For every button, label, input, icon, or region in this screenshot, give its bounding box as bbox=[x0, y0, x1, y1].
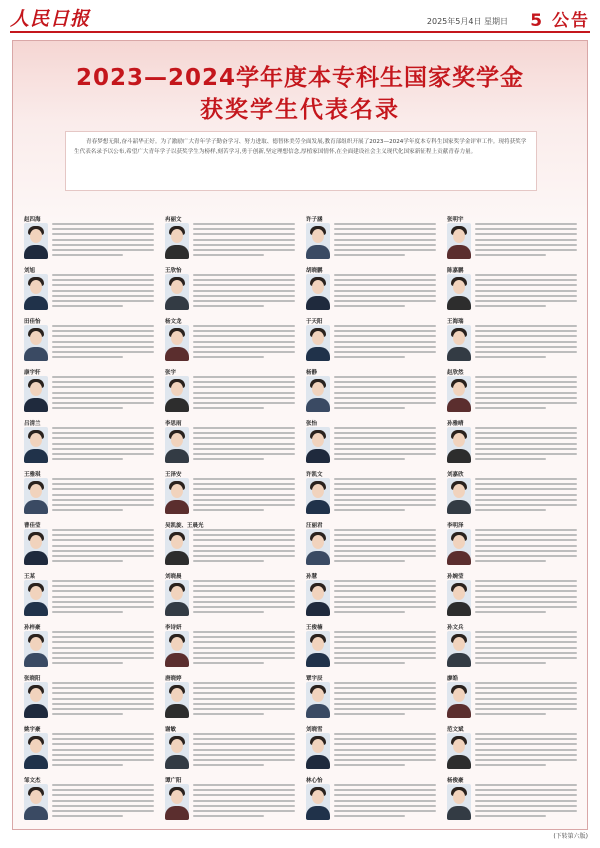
student-card bbox=[164, 520, 297, 569]
student-photo bbox=[306, 427, 330, 463]
student-name: 姚宇豪 bbox=[24, 727, 41, 733]
student-photo bbox=[24, 427, 48, 463]
student-card bbox=[23, 520, 156, 569]
student-bio-text bbox=[475, 325, 577, 361]
student-photo bbox=[24, 223, 48, 259]
student-name: 张晓阳 bbox=[24, 676, 41, 682]
newspaper-logo: 人民日报 bbox=[10, 8, 91, 30]
student-card bbox=[23, 673, 156, 722]
student-bio-text bbox=[52, 784, 154, 820]
student-bio-text bbox=[193, 427, 295, 463]
student-card bbox=[446, 571, 579, 620]
student-photo bbox=[447, 580, 471, 616]
student-card bbox=[164, 571, 297, 620]
student-bio-text bbox=[193, 784, 295, 820]
student-photo bbox=[306, 784, 330, 820]
student-card bbox=[164, 469, 297, 518]
student-photo bbox=[165, 376, 189, 412]
student-bio-text bbox=[193, 478, 295, 514]
student-photo bbox=[306, 376, 330, 412]
student-card bbox=[164, 367, 297, 416]
student-card bbox=[164, 724, 297, 773]
student-bio-text bbox=[475, 631, 577, 667]
student-name: 谭广阳 bbox=[165, 778, 182, 784]
student-bio-text bbox=[52, 427, 154, 463]
masthead-divider bbox=[10, 31, 590, 33]
student-bio-text bbox=[475, 376, 577, 412]
student-bio-text bbox=[193, 733, 295, 769]
student-name: 曹佳莹 bbox=[24, 523, 41, 529]
student-photo bbox=[447, 274, 471, 310]
student-name: 廖皓 bbox=[447, 676, 459, 682]
student-photo bbox=[306, 733, 330, 769]
student-bio-text bbox=[52, 274, 154, 310]
student-name: 孙慧 bbox=[306, 574, 318, 580]
student-photo bbox=[306, 478, 330, 514]
student-bio-text bbox=[52, 478, 154, 514]
student-card bbox=[164, 622, 297, 671]
student-name: 杨静 bbox=[306, 370, 318, 376]
student-photo bbox=[447, 631, 471, 667]
student-bio-text bbox=[52, 223, 154, 259]
student-name: 王某 bbox=[24, 574, 36, 580]
student-card bbox=[164, 214, 297, 263]
student-card bbox=[305, 775, 438, 824]
student-name: 田佳怡 bbox=[24, 319, 41, 325]
student-card bbox=[305, 265, 438, 314]
student-name: 吴凯旋、王晨光 bbox=[165, 523, 204, 529]
student-name: 孙雅晴 bbox=[447, 421, 464, 427]
student-card bbox=[446, 316, 579, 365]
student-name: 胡晓鹏 bbox=[306, 268, 323, 274]
student-card bbox=[23, 418, 156, 467]
student-name: 吕清兰 bbox=[24, 421, 41, 427]
student-name: 冉丽文 bbox=[165, 217, 182, 223]
student-bio-text bbox=[475, 682, 577, 718]
student-bio-text bbox=[334, 376, 436, 412]
student-card bbox=[446, 214, 579, 263]
student-card bbox=[305, 622, 438, 671]
student-bio-text bbox=[334, 529, 436, 565]
student-name: 张宇 bbox=[165, 370, 177, 376]
student-name: 谢敏 bbox=[165, 727, 177, 733]
student-bio-text bbox=[334, 478, 436, 514]
student-bio-text bbox=[52, 325, 154, 361]
issue-date: 2025年5月4日 星期日 bbox=[426, 17, 508, 26]
student-bio-text bbox=[475, 478, 577, 514]
student-card bbox=[305, 214, 438, 263]
student-bio-text bbox=[52, 529, 154, 565]
student-card bbox=[305, 571, 438, 620]
student-bio-text bbox=[193, 325, 295, 361]
student-photo bbox=[447, 733, 471, 769]
student-name: 范文斌 bbox=[447, 727, 464, 733]
student-grid bbox=[23, 214, 579, 824]
student-name: 刘晓雪 bbox=[306, 727, 323, 733]
student-bio-text bbox=[334, 682, 436, 718]
student-bio-text bbox=[52, 580, 154, 616]
student-photo bbox=[24, 376, 48, 412]
student-name: 唐晓婷 bbox=[165, 676, 182, 682]
student-card bbox=[164, 775, 297, 824]
student-photo bbox=[447, 784, 471, 820]
student-bio-text bbox=[334, 274, 436, 310]
student-card bbox=[305, 724, 438, 773]
student-photo bbox=[165, 223, 189, 259]
student-photo bbox=[306, 682, 330, 718]
student-photo bbox=[165, 580, 189, 616]
student-bio-text bbox=[334, 733, 436, 769]
student-card bbox=[23, 775, 156, 824]
student-photo bbox=[24, 529, 48, 565]
student-photo bbox=[24, 682, 48, 718]
student-card bbox=[305, 316, 438, 365]
student-photo bbox=[165, 631, 189, 667]
student-name: 陈嘉鹏 bbox=[447, 268, 464, 274]
masthead bbox=[0, 0, 600, 34]
student-card bbox=[446, 673, 579, 722]
student-name: 康宇轩 bbox=[24, 370, 41, 376]
student-name: 赵四海 bbox=[24, 217, 41, 223]
student-name: 王海瑞 bbox=[447, 319, 464, 325]
student-card bbox=[23, 571, 156, 620]
student-photo bbox=[447, 682, 471, 718]
student-name: 赵欣然 bbox=[447, 370, 464, 376]
student-bio-text bbox=[52, 733, 154, 769]
student-card bbox=[23, 724, 156, 773]
student-card bbox=[23, 622, 156, 671]
student-card bbox=[446, 367, 579, 416]
student-bio-text bbox=[52, 376, 154, 412]
student-card bbox=[23, 367, 156, 416]
student-bio-text bbox=[193, 631, 295, 667]
student-photo bbox=[165, 478, 189, 514]
student-name: 孙文兵 bbox=[447, 625, 464, 631]
student-photo bbox=[306, 325, 330, 361]
student-bio-text bbox=[475, 427, 577, 463]
student-bio-text bbox=[475, 529, 577, 565]
student-card bbox=[164, 265, 297, 314]
student-bio-text bbox=[334, 325, 436, 361]
student-photo bbox=[306, 529, 330, 565]
page-title-line2: 获奖学生代表名录 bbox=[200, 97, 400, 123]
student-card bbox=[23, 469, 156, 518]
student-name: 李明泽 bbox=[447, 523, 464, 529]
student-name: 杨俊豪 bbox=[447, 778, 464, 784]
intro-box bbox=[65, 131, 537, 191]
student-name: 王俊楠 bbox=[306, 625, 323, 631]
student-name: 刘旭 bbox=[24, 268, 36, 274]
student-photo bbox=[447, 427, 471, 463]
student-photo bbox=[24, 631, 48, 667]
student-bio-text bbox=[475, 223, 577, 259]
student-card bbox=[446, 775, 579, 824]
student-bio-text bbox=[334, 631, 436, 667]
student-photo bbox=[165, 784, 189, 820]
student-name: 邹文杰 bbox=[24, 778, 41, 784]
student-photo bbox=[447, 478, 471, 514]
student-card bbox=[305, 469, 438, 518]
student-name: 孙婉莹 bbox=[447, 574, 464, 580]
student-name: 刘嘉欣 bbox=[447, 472, 464, 478]
student-photo bbox=[165, 427, 189, 463]
student-bio-text bbox=[334, 223, 436, 259]
student-card bbox=[446, 265, 579, 314]
student-card bbox=[164, 316, 297, 365]
student-name: 王雅琪 bbox=[24, 472, 41, 478]
student-card bbox=[23, 265, 156, 314]
student-bio-text bbox=[475, 580, 577, 616]
student-name: 王泽安 bbox=[165, 472, 182, 478]
student-card bbox=[446, 418, 579, 467]
student-bio-text bbox=[193, 223, 295, 259]
student-card bbox=[305, 673, 438, 722]
student-name: 李诗妍 bbox=[165, 625, 182, 631]
student-card bbox=[446, 724, 579, 773]
student-photo bbox=[306, 274, 330, 310]
student-card bbox=[305, 367, 438, 416]
student-photo bbox=[165, 325, 189, 361]
student-photo bbox=[306, 223, 330, 259]
student-photo bbox=[24, 784, 48, 820]
student-card bbox=[305, 520, 438, 569]
student-bio-text bbox=[475, 274, 577, 310]
student-card bbox=[446, 520, 579, 569]
student-name: 张明宇 bbox=[447, 217, 464, 223]
student-bio-text bbox=[193, 376, 295, 412]
student-photo bbox=[165, 529, 189, 565]
student-name: 杨文龙 bbox=[165, 319, 182, 325]
student-photo bbox=[24, 274, 48, 310]
student-card bbox=[446, 469, 579, 518]
student-photo bbox=[165, 682, 189, 718]
student-photo bbox=[24, 325, 48, 361]
student-bio-text bbox=[334, 580, 436, 616]
student-card bbox=[23, 316, 156, 365]
notice-frame bbox=[12, 40, 588, 830]
student-name: 于天阳 bbox=[306, 319, 323, 325]
student-bio-text bbox=[334, 427, 436, 463]
student-photo bbox=[447, 223, 471, 259]
student-name: 林心怡 bbox=[306, 778, 323, 784]
student-card bbox=[164, 418, 297, 467]
page-number: 5 公告 bbox=[530, 11, 590, 31]
student-bio-text bbox=[193, 274, 295, 310]
student-bio-text bbox=[334, 784, 436, 820]
student-name: 汪丽君 bbox=[306, 523, 323, 529]
intro-text: 青春梦想无限,奋斗韶华正好。为了激励广大青年学子勤奋学习、努力进取、德智体美劳全面发展,教育部组织开展了2023—2024学年度本专科生国家奖学金评审工作。现将获奖学生代表名录予以公布,希望广大青年学子以获奖学生为榜样,刻苦学习,勇于创新,坚定理想信念,厚植家国情怀,在全面建设社会主义现代化国家新征程上贡献青春力量。 bbox=[74, 139, 527, 155]
student-card bbox=[164, 673, 297, 722]
student-photo bbox=[447, 325, 471, 361]
student-name: 刘晓晨 bbox=[165, 574, 182, 580]
student-card bbox=[446, 622, 579, 671]
student-bio-text bbox=[193, 529, 295, 565]
student-name: 孙梓豪 bbox=[24, 625, 41, 631]
student-photo bbox=[165, 274, 189, 310]
student-bio-text bbox=[475, 733, 577, 769]
student-photo bbox=[24, 580, 48, 616]
student-name: 李思雨 bbox=[165, 421, 182, 427]
student-photo bbox=[447, 376, 471, 412]
student-bio-text bbox=[52, 682, 154, 718]
student-photo bbox=[447, 529, 471, 565]
student-photo bbox=[306, 631, 330, 667]
page-title-line1: 2023—2024学年度本专科生国家奖学金 bbox=[75, 65, 525, 91]
student-bio-text bbox=[52, 631, 154, 667]
student-card bbox=[23, 214, 156, 263]
student-name: 许子涵 bbox=[306, 217, 323, 223]
student-card bbox=[305, 418, 438, 467]
student-name: 王欣怡 bbox=[165, 268, 182, 274]
student-bio-text bbox=[193, 580, 295, 616]
student-bio-text bbox=[475, 784, 577, 820]
student-bio-text bbox=[193, 682, 295, 718]
continued-note: (下转第六版) bbox=[553, 833, 588, 840]
student-photo bbox=[24, 478, 48, 514]
student-photo bbox=[24, 733, 48, 769]
student-name: 许凯文 bbox=[306, 472, 323, 478]
student-name: 覃宇辰 bbox=[306, 676, 323, 682]
student-photo bbox=[165, 733, 189, 769]
student-name: 张怡 bbox=[306, 421, 318, 427]
student-photo bbox=[306, 580, 330, 616]
